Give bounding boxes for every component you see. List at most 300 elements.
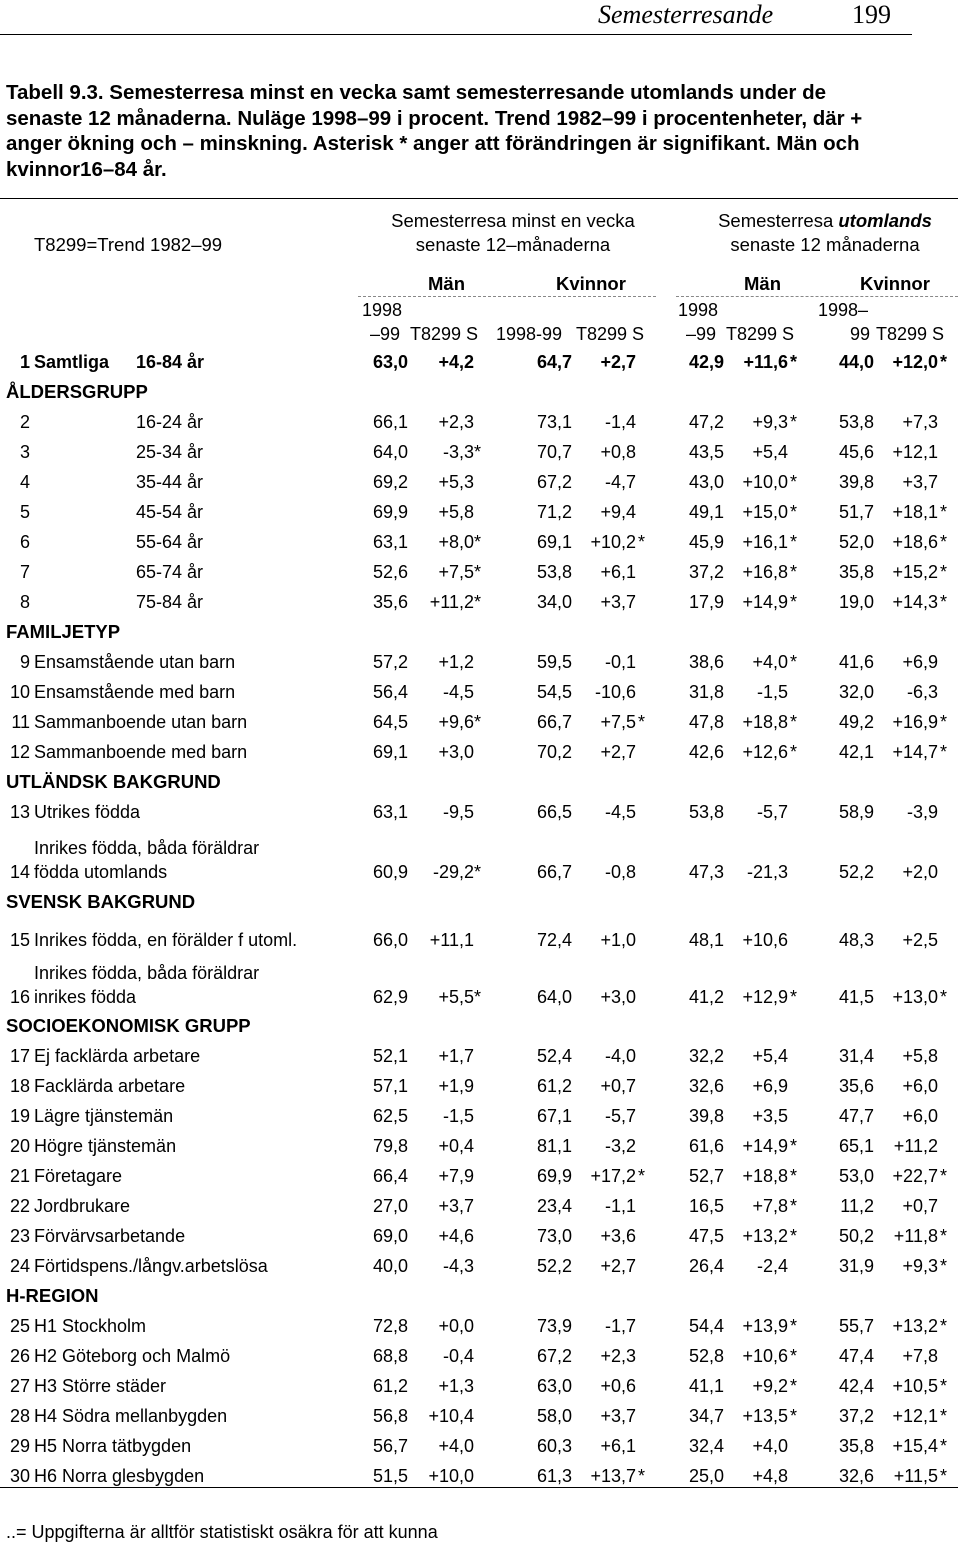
abroad-trend-women: +13,0 bbox=[892, 987, 938, 1007]
row-number: 12 bbox=[9, 742, 30, 762]
trend-men: +0,0 bbox=[438, 1316, 474, 1336]
row-label: Högre tjänstemän bbox=[34, 1136, 177, 1156]
row-number: 2 bbox=[19, 412, 30, 432]
abroad-sig-men: * bbox=[790, 592, 798, 612]
abroad-sig-women: * bbox=[940, 1256, 948, 1276]
abroad-sig-women: * bbox=[940, 592, 948, 612]
abroad-trend-women: +6,0 bbox=[902, 1106, 938, 1126]
subhead-year: 1998 bbox=[678, 300, 719, 320]
value-women-1998: 66,7 bbox=[536, 712, 572, 732]
value-men-1998: 79,8 bbox=[372, 1136, 408, 1156]
value-men-1998: 61,2 bbox=[372, 1376, 408, 1396]
abroad-trend-men: +14,9 bbox=[742, 1136, 788, 1156]
abroad-women-1998: 31,4 bbox=[838, 1046, 874, 1066]
trend-men: +11,1 bbox=[429, 930, 474, 950]
trend-women: +3,7 bbox=[600, 592, 636, 612]
abroad-men-1998: 41,1 bbox=[688, 1376, 724, 1396]
abroad-trend-women: -3,9 bbox=[906, 802, 938, 822]
abroad-trend-men: +10,6 bbox=[742, 930, 788, 950]
trend-women: -0,8 bbox=[604, 862, 636, 882]
abroad-trend-men: +9,2 bbox=[752, 1376, 788, 1396]
value-men-1998: 63,0 bbox=[372, 352, 408, 372]
trend-men: -1,5 bbox=[442, 1106, 474, 1126]
trend-men: +5,8 bbox=[438, 502, 474, 522]
abroad-trend-men: +5,4 bbox=[752, 442, 788, 462]
row-label: H3 Större städer bbox=[34, 1376, 167, 1396]
abroad-women-1998: 45,6 bbox=[838, 442, 874, 462]
abroad-sig-women: * bbox=[940, 532, 948, 552]
trend-men: +3,0 bbox=[438, 742, 474, 762]
abroad-trend-men: +4,0 bbox=[752, 652, 788, 672]
abroad-women-1998: 37,2 bbox=[838, 1406, 874, 1426]
abroad-sig-men: * bbox=[790, 352, 798, 372]
row-label: Företagare bbox=[34, 1166, 123, 1186]
value-men-1998: 60,9 bbox=[372, 862, 408, 882]
abroad-trend-men: +6,9 bbox=[752, 1076, 788, 1096]
abroad-men-1998: 32,6 bbox=[688, 1076, 724, 1096]
trend-women: +0,7 bbox=[600, 1076, 636, 1096]
row-label-line1: Inrikes födda, båda föräldrar bbox=[34, 838, 260, 858]
abroad-sig-men: * bbox=[790, 502, 798, 522]
value-women-1998: 63,0 bbox=[536, 1376, 572, 1396]
abroad-trend-women: +9,3 bbox=[902, 1256, 938, 1276]
value-men-1998: 62,9 bbox=[372, 987, 408, 1007]
value-men-1998: 56,8 bbox=[372, 1406, 408, 1426]
abroad-sig-men: * bbox=[790, 1226, 798, 1246]
trend-men: +1,9 bbox=[438, 1076, 474, 1096]
value-men-1998: 66,1 bbox=[372, 412, 408, 432]
value-women-1998: 72,4 bbox=[536, 930, 572, 950]
value-women-1998: 53,8 bbox=[536, 562, 572, 582]
abroad-sig-women: * bbox=[940, 1166, 948, 1186]
abroad-men-1998: 43,5 bbox=[688, 442, 724, 462]
row-number: 13 bbox=[9, 802, 30, 822]
abroad-women-1998: 44,0 bbox=[838, 352, 874, 372]
abroad-women-1998: 51,7 bbox=[838, 502, 874, 522]
abroad-women-1998: 42,1 bbox=[838, 742, 874, 762]
abroad-trend-women: +11,2 bbox=[893, 1136, 938, 1156]
row-number: 20 bbox=[9, 1136, 30, 1156]
value-men-1998: 52,1 bbox=[372, 1046, 408, 1066]
trend-women: +17,2 bbox=[590, 1166, 636, 1186]
value-men-1998: 40,0 bbox=[372, 1256, 408, 1276]
value-women-1998: 67,2 bbox=[536, 472, 572, 492]
abroad-trend-women: +15,2 bbox=[892, 562, 938, 582]
sex-header-women-1: Kvinnor bbox=[556, 273, 626, 294]
abroad-men-1998: 47,5 bbox=[688, 1226, 724, 1246]
sig-men: * bbox=[474, 987, 482, 1007]
row-number: 8 bbox=[19, 592, 30, 612]
abroad-sig-women: * bbox=[940, 1316, 948, 1336]
row-number: 28 bbox=[9, 1406, 30, 1426]
trend-women: -1,1 bbox=[604, 1196, 636, 1216]
trend-women: +3,6 bbox=[600, 1226, 636, 1246]
abroad-trend-women: +13,2 bbox=[892, 1316, 938, 1336]
trend-men: -9,5 bbox=[442, 802, 474, 822]
abroad-sig-women: * bbox=[940, 987, 948, 1007]
abroad-men-1998: 25,0 bbox=[688, 1466, 724, 1486]
running-title: Semesterresande bbox=[598, 0, 774, 29]
abroad-women-1998: 35,8 bbox=[838, 562, 874, 582]
trend-women: -4,5 bbox=[604, 802, 636, 822]
row-age-range: 25-34 år bbox=[136, 442, 204, 462]
value-men-1998: 35,6 bbox=[372, 592, 408, 612]
abroad-trend-men: +10,0 bbox=[742, 472, 788, 492]
value-women-1998: 34,0 bbox=[536, 592, 572, 612]
abroad-trend-women: -6,3 bbox=[906, 682, 938, 702]
abroad-sig-women: * bbox=[940, 502, 948, 522]
trend-women: +2,7 bbox=[600, 1256, 636, 1276]
abroad-trend-women: +12,1 bbox=[892, 442, 938, 462]
abroad-trend-women: +11,5 bbox=[893, 1466, 938, 1486]
abroad-sig-men: * bbox=[790, 1166, 798, 1186]
abroad-women-1998: 41,6 bbox=[838, 652, 874, 672]
row-age-range: 16-24 år bbox=[136, 412, 204, 432]
value-men-1998: 27,0 bbox=[372, 1196, 408, 1216]
row-number: 29 bbox=[9, 1436, 30, 1456]
abroad-trend-women: +12,0 bbox=[892, 352, 938, 372]
header-underline bbox=[358, 296, 656, 297]
trend-women: +2,3 bbox=[600, 1346, 636, 1366]
value-men-1998: 51,5 bbox=[372, 1466, 408, 1486]
value-men-1998: 63,1 bbox=[372, 532, 408, 552]
abroad-women-1998: 48,3 bbox=[838, 930, 874, 950]
row-label: H4 Södra mellanbygden bbox=[34, 1406, 228, 1426]
abroad-trend-women: +5,8 bbox=[902, 1046, 938, 1066]
row-number: 17 bbox=[9, 1046, 30, 1066]
abroad-trend-men: +10,6 bbox=[742, 1346, 788, 1366]
trend-men: +7,5 bbox=[438, 562, 474, 582]
trend-men: +4,2 bbox=[438, 352, 474, 372]
row-number: 3 bbox=[19, 442, 30, 462]
value-women-1998: 60,3 bbox=[536, 1436, 572, 1456]
value-men-1998: 64,5 bbox=[372, 712, 408, 732]
abroad-men-1998: 16,5 bbox=[688, 1196, 724, 1216]
trend-women: +10,2 bbox=[590, 532, 636, 552]
abroad-trend-men: +16,1 bbox=[742, 532, 788, 552]
row-number: 18 bbox=[9, 1076, 30, 1096]
abroad-sig-men: * bbox=[790, 652, 798, 672]
page-header bbox=[0, 0, 960, 34]
value-men-1998: 62,5 bbox=[372, 1106, 408, 1126]
group-header-line: Semesterresa utomlands bbox=[718, 210, 932, 231]
abroad-sig-women: * bbox=[940, 1376, 948, 1396]
abroad-sig-men: * bbox=[790, 1346, 798, 1366]
sig-women: * bbox=[638, 532, 646, 552]
value-men-1998: 57,1 bbox=[372, 1076, 408, 1096]
row-age-range: 45-54 år bbox=[136, 502, 204, 522]
row-age-range: 65-74 år bbox=[136, 562, 204, 582]
abroad-sig-men: * bbox=[790, 1196, 798, 1216]
abroad-men-1998: 61,6 bbox=[688, 1136, 724, 1156]
row-number: 6 bbox=[19, 532, 30, 552]
trend-men: +5,5 bbox=[438, 987, 474, 1007]
subhead-year: 1998– bbox=[818, 300, 869, 320]
row-label: Förtidspens./långv.arbetslösa bbox=[34, 1256, 268, 1276]
row-label: inrikes födda bbox=[34, 987, 137, 1007]
row-number: 4 bbox=[19, 472, 30, 492]
value-women-1998: 73,1 bbox=[536, 412, 572, 432]
value-men-1998: 68,8 bbox=[372, 1346, 408, 1366]
group-header-vacation bbox=[368, 209, 658, 257]
sig-men: * bbox=[474, 532, 482, 552]
row-number: 25 bbox=[9, 1316, 30, 1336]
subhead-year: 99 bbox=[850, 324, 871, 344]
header-rule bbox=[0, 34, 912, 35]
abroad-trend-women: +18,6 bbox=[892, 532, 938, 552]
abroad-trend-men: +9,3 bbox=[752, 412, 788, 432]
abroad-trend-women: +2,0 bbox=[902, 862, 938, 882]
row-label: Sammanboende utan barn bbox=[34, 712, 248, 732]
trend-women: +3,7 bbox=[600, 1406, 636, 1426]
row-label: Förvärvsarbetande bbox=[34, 1226, 186, 1246]
abroad-sig-men: * bbox=[790, 712, 798, 732]
row-label: H5 Norra tätbygden bbox=[34, 1436, 192, 1456]
trend-women: +0,6 bbox=[600, 1376, 636, 1396]
row-label: Ej facklärda arbetare bbox=[34, 1046, 201, 1066]
abroad-trend-men: +11,6 bbox=[743, 352, 788, 372]
row-number: 27 bbox=[9, 1376, 30, 1396]
abroad-sig-men: * bbox=[790, 1406, 798, 1426]
subhead-trend: T8299 S bbox=[576, 324, 645, 344]
abroad-men-1998: 42,6 bbox=[688, 742, 724, 762]
footnote: ..= Uppgifterna är alltför statistiskt osäkra för att kunna bbox=[6, 1522, 438, 1542]
abroad-trend-men: -1,5 bbox=[756, 682, 788, 702]
abroad-women-1998: 42,4 bbox=[838, 1376, 874, 1396]
trend-men: +8,0 bbox=[438, 532, 474, 552]
value-women-1998: 69,1 bbox=[536, 532, 572, 552]
abroad-sig-men: * bbox=[790, 472, 798, 492]
trend-men: +4,0 bbox=[438, 1436, 474, 1456]
value-men-1998: 63,1 bbox=[372, 802, 408, 822]
trend-men: +3,7 bbox=[438, 1196, 474, 1216]
row-number: 22 bbox=[9, 1196, 30, 1216]
row-label: H6 Norra glesbygden bbox=[34, 1466, 205, 1486]
abroad-trend-men: +7,8 bbox=[752, 1196, 788, 1216]
trend-men: -3,3 bbox=[442, 442, 474, 462]
abroad-men-1998: 32,2 bbox=[688, 1046, 724, 1066]
abroad-sig-men: * bbox=[790, 1376, 798, 1396]
trend-women: +2,7 bbox=[600, 352, 636, 372]
abroad-women-1998: 35,6 bbox=[838, 1076, 874, 1096]
sig-men: * bbox=[474, 862, 482, 882]
section-heading: ÅLDERSGRUPP bbox=[6, 381, 148, 402]
abroad-trend-men: +4,8 bbox=[752, 1466, 788, 1486]
row-number: 11 bbox=[11, 712, 30, 732]
trend-women: -5,7 bbox=[604, 1106, 636, 1126]
value-women-1998: 61,3 bbox=[536, 1466, 572, 1486]
value-women-1998: 69,9 bbox=[536, 1166, 572, 1186]
abroad-trend-women: +22,7 bbox=[892, 1166, 938, 1186]
abroad-women-1998: 39,8 bbox=[838, 472, 874, 492]
value-women-1998: 64,7 bbox=[536, 352, 572, 372]
abroad-women-1998: 32,0 bbox=[838, 682, 874, 702]
abroad-sig-men: * bbox=[790, 412, 798, 432]
sex-header-men-1: Män bbox=[428, 273, 465, 294]
row-age-range: 75-84 år bbox=[136, 592, 204, 612]
row-age-range: 35-44 år bbox=[136, 472, 204, 492]
abroad-men-1998: 38,6 bbox=[688, 652, 724, 672]
value-women-1998: 66,7 bbox=[536, 862, 572, 882]
abroad-men-1998: 53,8 bbox=[688, 802, 724, 822]
abroad-trend-women: +10,5 bbox=[892, 1376, 938, 1396]
value-men-1998: 69,0 bbox=[372, 1226, 408, 1246]
abroad-trend-women: +14,7 bbox=[892, 742, 938, 762]
trend-men: +1,3 bbox=[438, 1376, 474, 1396]
abroad-sig-men: * bbox=[790, 742, 798, 762]
trend-women: +9,4 bbox=[600, 502, 636, 522]
table-caption: Tabell 9.3. Semesterresa minst en vecka samt semesterresande utomlands under de senaste 12 månaderna. Nuläge 1998–99 i procent. Trend 1982–99 i procentenheter, där + anger ökning och – minskning. Asterisk * anger att förändringen är signifikant. Män och kvinnor16–84 år. bbox=[6, 81, 863, 181]
abroad-trend-men: +3,5 bbox=[752, 1106, 788, 1126]
abroad-women-1998: 65,1 bbox=[838, 1136, 874, 1156]
value-women-1998: 23,4 bbox=[536, 1196, 572, 1216]
table-top-rule bbox=[0, 198, 958, 199]
row-label: Lägre tjänstemän bbox=[34, 1106, 174, 1126]
abroad-men-1998: 47,2 bbox=[688, 412, 724, 432]
sex-header-men-2: Män bbox=[744, 273, 781, 294]
abroad-women-1998: 53,8 bbox=[838, 412, 874, 432]
section-heading: H-REGION bbox=[6, 1285, 99, 1306]
abroad-sig-women: * bbox=[940, 1226, 948, 1246]
abroad-sig-women: * bbox=[940, 1436, 948, 1456]
abroad-trend-men: +18,8 bbox=[742, 1166, 788, 1186]
trend-label: T8299=Trend 1982–99 bbox=[34, 234, 223, 255]
abroad-men-1998: 43,0 bbox=[688, 472, 724, 492]
table-bottom-rule bbox=[0, 1487, 958, 1488]
section-heading: FAMILJETYP bbox=[6, 621, 121, 642]
abroad-men-1998: 47,3 bbox=[688, 862, 724, 882]
row-label: H1 Stockholm bbox=[34, 1316, 147, 1336]
group-header-line: senaste 12 månaderna bbox=[730, 234, 920, 255]
header-underline bbox=[676, 296, 958, 297]
abroad-sig-women: * bbox=[940, 1406, 948, 1426]
sig-men: * bbox=[474, 712, 482, 732]
subhead-year: 1998-99 bbox=[496, 324, 563, 344]
abroad-women-1998: 19,0 bbox=[838, 592, 874, 612]
value-men-1998: 72,8 bbox=[372, 1316, 408, 1336]
abroad-men-1998: 52,7 bbox=[688, 1166, 724, 1186]
abroad-trend-men: +14,9 bbox=[742, 592, 788, 612]
value-men-1998: 66,4 bbox=[372, 1166, 408, 1186]
abroad-sig-men: * bbox=[790, 1316, 798, 1336]
abroad-sig-men: * bbox=[790, 562, 798, 582]
value-women-1998: 64,0 bbox=[536, 987, 572, 1007]
value-women-1998: 52,4 bbox=[536, 1046, 572, 1066]
trend-women: -1,7 bbox=[604, 1316, 636, 1336]
abroad-women-1998: 55,7 bbox=[838, 1316, 874, 1336]
page-number: 199 bbox=[852, 0, 891, 29]
section-heading: SOCIOEKONOMISK GRUPP bbox=[6, 1015, 251, 1036]
value-women-1998: 52,2 bbox=[536, 1256, 572, 1276]
abroad-men-1998: 32,4 bbox=[688, 1436, 724, 1456]
trend-women: +3,0 bbox=[600, 987, 636, 1007]
row-label: Ensamstående med barn bbox=[34, 682, 236, 702]
abroad-men-1998: 49,1 bbox=[688, 502, 724, 522]
row-number: 9 bbox=[19, 652, 30, 672]
abroad-trend-women: +2,5 bbox=[902, 930, 938, 950]
abroad-women-1998: 11,2 bbox=[840, 1196, 874, 1216]
abroad-men-1998: 39,8 bbox=[688, 1106, 724, 1126]
abroad-trend-men: +5,4 bbox=[752, 1046, 788, 1066]
row-label: födda utomlands bbox=[34, 862, 168, 882]
abroad-trend-women: +7,8 bbox=[902, 1346, 938, 1366]
value-men-1998: 56,4 bbox=[372, 682, 408, 702]
abroad-trend-men: +12,9 bbox=[742, 987, 788, 1007]
row-label: Sammanboende med barn bbox=[34, 742, 248, 762]
abroad-sig-men: * bbox=[790, 532, 798, 552]
abroad-men-1998: 54,4 bbox=[688, 1316, 724, 1336]
sig-women: * bbox=[638, 1466, 646, 1486]
trend-women: +6,1 bbox=[600, 562, 636, 582]
trend-men: +7,9 bbox=[438, 1166, 474, 1186]
value-women-1998: 70,7 bbox=[536, 442, 572, 462]
sig-men: * bbox=[474, 592, 482, 612]
abroad-trend-men: +4,0 bbox=[752, 1436, 788, 1456]
trend-women: +0,8 bbox=[600, 442, 636, 462]
abroad-trend-women: +0,7 bbox=[902, 1196, 938, 1216]
trend-men: -29,2 bbox=[432, 862, 474, 882]
row-number: 21 bbox=[9, 1166, 30, 1186]
value-women-1998: 58,0 bbox=[536, 1406, 572, 1426]
value-men-1998: 69,2 bbox=[372, 472, 408, 492]
trend-women: -10,6 bbox=[594, 682, 636, 702]
value-women-1998: 67,1 bbox=[536, 1106, 572, 1126]
abroad-women-1998: 31,9 bbox=[838, 1256, 874, 1276]
section-heading: UTLÄNDSK BAKGRUND bbox=[6, 771, 221, 792]
value-women-1998: 59,5 bbox=[536, 652, 572, 672]
abroad-men-1998: 47,8 bbox=[688, 712, 724, 732]
subhead-year: –99 bbox=[686, 324, 717, 344]
trend-men: -4,3 bbox=[442, 1256, 474, 1276]
abroad-sig-women: * bbox=[940, 562, 948, 582]
value-men-1998: 66,0 bbox=[372, 930, 408, 950]
emphasis-abroad: utomlands bbox=[838, 210, 932, 231]
trend-men: +5,3 bbox=[438, 472, 474, 492]
trend-women: +2,7 bbox=[600, 742, 636, 762]
abroad-trend-women: +18,1 bbox=[892, 502, 938, 522]
abroad-sig-men: * bbox=[790, 1136, 798, 1156]
trend-women: -4,7 bbox=[604, 472, 636, 492]
trend-women: +1,0 bbox=[600, 930, 636, 950]
value-men-1998: 57,2 bbox=[372, 652, 408, 672]
trend-men: +1,7 bbox=[438, 1046, 474, 1066]
value-women-1998: 73,9 bbox=[536, 1316, 572, 1336]
row-number: 5 bbox=[19, 502, 30, 522]
row-number: 14 bbox=[9, 862, 30, 882]
subhead-year: –99 bbox=[370, 324, 401, 344]
value-women-1998: 67,2 bbox=[536, 1346, 572, 1366]
abroad-women-1998: 52,0 bbox=[838, 532, 874, 552]
abroad-trend-men: +16,8 bbox=[742, 562, 788, 582]
abroad-men-1998: 52,8 bbox=[688, 1346, 724, 1366]
abroad-women-1998: 47,7 bbox=[838, 1106, 874, 1126]
abroad-women-1998: 52,2 bbox=[838, 862, 874, 882]
value-men-1998: 52,6 bbox=[372, 562, 408, 582]
abroad-trend-men: +12,6 bbox=[742, 742, 788, 762]
trend-men: +0,4 bbox=[438, 1136, 474, 1156]
row-number: 1 bbox=[19, 352, 30, 372]
trend-men: +11,2 bbox=[429, 592, 474, 612]
row-label: Ensamstående utan barn bbox=[34, 652, 236, 672]
abroad-men-1998: 45,9 bbox=[688, 532, 724, 552]
trend-men: -0,4 bbox=[442, 1346, 474, 1366]
abroad-men-1998: 17,9 bbox=[688, 592, 724, 612]
abroad-trend-women: +6,9 bbox=[902, 652, 938, 672]
value-women-1998: 71,2 bbox=[536, 502, 572, 522]
abroad-women-1998: 58,9 bbox=[838, 802, 874, 822]
trend-men: +4,6 bbox=[438, 1226, 474, 1246]
trend-men: +1,2 bbox=[438, 652, 474, 672]
